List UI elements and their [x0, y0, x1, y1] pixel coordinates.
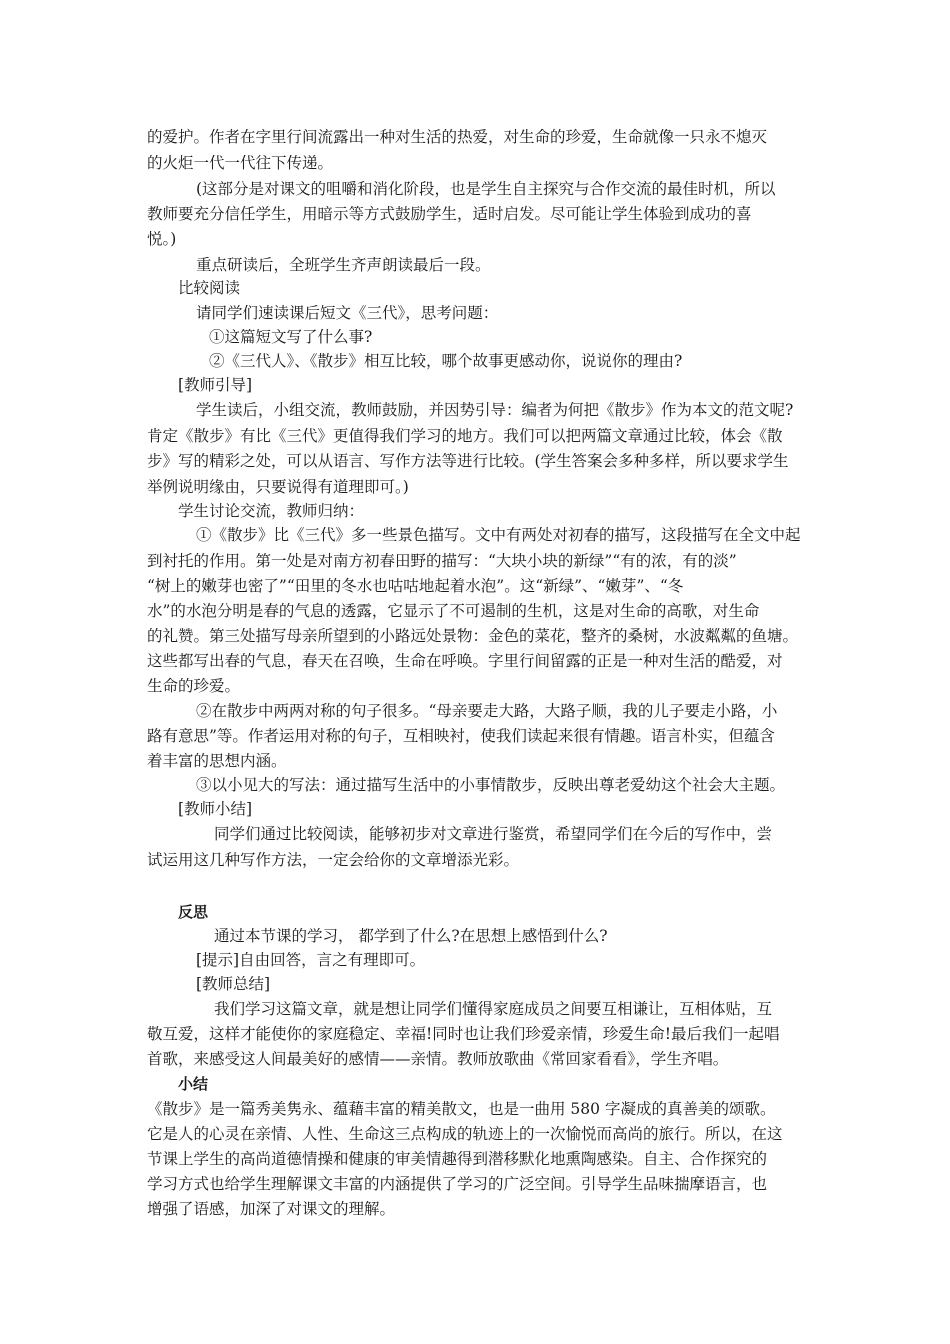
section-heading: 小结: [178, 1075, 209, 1093]
text-line: 路有意思”等。作者运用对称的句子，互相映衬，使我们读起来很有情趣。语言朴实，但蕴含: [147, 727, 775, 745]
text-line: 请同学们速读课后短文《三代》，思考问题：: [196, 304, 499, 322]
text-line: 这些都写出春的气息，春天在召唤，生命在呼唤。字里行间留露的正是一种对生活的酷爱，对: [147, 652, 783, 670]
section-label: [教师小结]: [178, 800, 253, 818]
text-line: 教师要充分信任学生，用暗示等方式鼓励学生，适时启发。尽可能让学生体验到成功的喜: [147, 205, 752, 223]
text-line: 生命的珍爱。: [147, 677, 241, 695]
text-line: [提示]自由回答，言之有理即可。: [196, 951, 426, 969]
text-line: ①《散步》比《三代》多一些景色描写。文中有两处对初春的描写，这段描写在全文中起: [196, 526, 801, 544]
text-line: 肯定《散步》有比《三代》更值得我们学习的地方。我们可以把两篇文章通过比较，体会《散: [147, 427, 783, 445]
question-item: ①这篇短文写了什么事?: [209, 328, 373, 346]
text-line: 步》写的精彩之处，可以从语言、写作方法等进行比较。(学生答案会多种多样，所以要求学生: [147, 452, 789, 470]
text-line: 着丰富的思想内涵。: [147, 752, 287, 770]
text-line: 学习方式也给学生理解课文丰富的内涵提供了学习的广泛空间。引导学生品味揣摩语言，也: [147, 1175, 768, 1193]
text-line: 举例说明缘由，只要说得有道理即可。): [147, 478, 409, 496]
text-line: 增强了语感，加深了对课文的理解。: [147, 1200, 396, 1218]
text-line: 我们学习这篇文章，就是想让同学们懂得家庭成员之间要互相谦让，互相体贴，互: [214, 1000, 773, 1018]
text-line: 试运用这几种写作方法，一定会给你的文章增添光彩。: [147, 851, 520, 869]
text-line: 学生读后，小组交流，教师鼓励，并因势引导：编者为何把《散步》作为本文的范文呢?: [196, 401, 794, 419]
text-line: 通过本节课的学习， 都学到了什么?在思想上感悟到什么?: [214, 927, 608, 945]
text-line: 的爱护。作者在字里行间流露出一种对生活的热爱，对生命的珍爱，生命就像一只永不熄灭: [147, 128, 768, 146]
question-item: ②《三代人》、《散步》相互比较，哪个故事更感动你，说说你的理由?: [209, 352, 683, 370]
text-line: 重点研读后，全班学生齐声朗读最后一段。: [196, 256, 491, 274]
text-line: 它是人的心灵在亲情、人性、生命这三点构成的轨迹上的一次愉悦而高尚的旅行。所以，在这: [147, 1125, 783, 1143]
text-line: 到衬托的作用。第一处是对南方初春田野的描写：“大块小块的新绿”“有的浓，有的淡”: [147, 552, 737, 570]
text-line: 悦。): [147, 230, 177, 248]
text-line: ③以小见大的写法：通过描写生活中的小事情散步，反映出尊老爱幼这个社会大主题。: [196, 776, 786, 794]
text-line: 节课上学生的高尚道德情操和健康的审美情趣得到潜移默化地熏陶感染。自主、合作探究的: [147, 1150, 768, 1168]
text-line: 水”的水泡分明是春的气息的透露，它显示了不可遏制的生机，这是对生命的高歌，对生命: [147, 602, 760, 620]
section-heading: 反思: [178, 903, 209, 921]
text-line: 《散步》是一篇秀美隽永、蕴藉丰富的精美散文，也是一曲用 580 字凝成的真善美的颂歌。: [147, 1100, 776, 1118]
text-line: 的火炬一代一代往下传递。: [147, 154, 334, 172]
section-label: [教师引导]: [178, 376, 253, 394]
text-line: 的礼赞。第三处描写母亲所望到的小路远处景物：金色的菜花，整齐的桑树，水波粼粼的鱼塘。: [147, 627, 799, 645]
section-label: 比较阅读: [178, 279, 241, 297]
text-line: 敬互爱，这样才能使你的家庭稳定、幸福!同时也让我们珍爱亲情，珍爱生命!最后我们一起唱: [147, 1025, 780, 1043]
section-label: [教师总结]: [196, 975, 271, 993]
text-line: “树上的嫩芽也密了”“田里的冬水也咕咕地起着水泡”。这“新绿”、“嫩芽”、“冬: [147, 577, 684, 595]
text-line: (这部分是对课文的咀嚼和消化阶段，也是学生自主探究与合作交流的最佳时机，所以: [196, 180, 776, 198]
text-line: ②在散步中两两对称的句子很多。“母亲要走大路，大路子顺，我的儿子要走小路，小: [196, 702, 778, 720]
text-line: 首歌，来感受这人间最美好的感情——亲情。教师放歌曲《常回家看看》，学生齐唱。: [147, 1050, 729, 1068]
text-line: 学生讨论交流，教师归纳：: [178, 502, 365, 520]
text-line: 同学们通过比较阅读，能够初步对文章进行鉴赏，希望同学们在今后的写作中，尝: [214, 825, 773, 843]
